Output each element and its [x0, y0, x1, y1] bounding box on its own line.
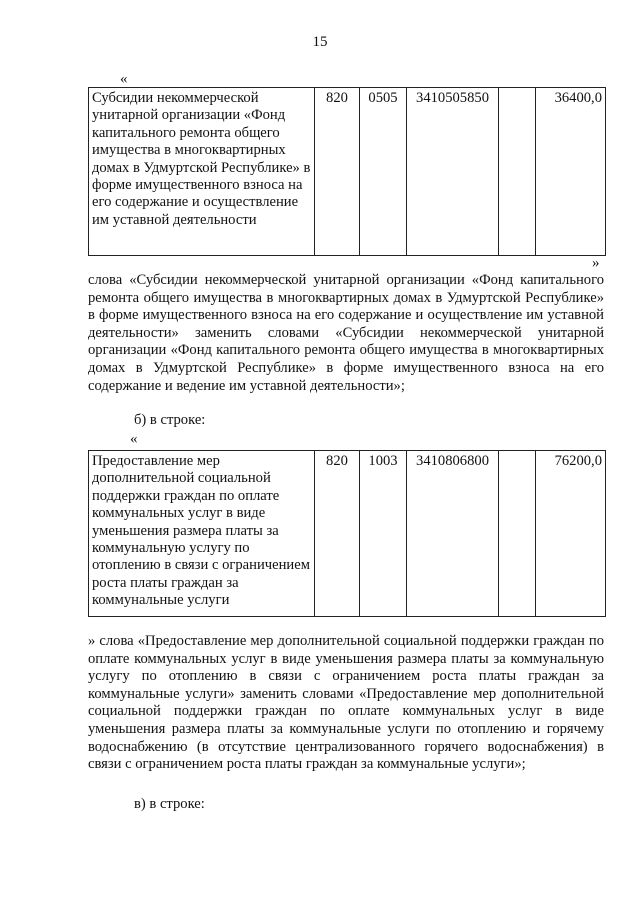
row2-rzpr-cell: 1003 — [360, 451, 407, 617]
row1-ved-cell: 820 — [315, 88, 360, 256]
close-quote-1: » — [592, 255, 600, 271]
row2-csr-cell: 3410806800 — [407, 451, 499, 617]
budget-table-row-1 — [88, 87, 606, 256]
open-quote-2: « — [130, 431, 138, 447]
row2-sum-cell: 76200,0 — [536, 451, 606, 617]
row2-name-cell: Предоставление мер дополнительной социальной поддержки граждан по оплате коммунальных услуг в виде уменьшения размера платы за коммунальную услугу по отоплению в связи с ограничением роста платы граждан за коммунальные услуги — [89, 451, 315, 617]
row1-csr-cell: 3410505850 — [407, 88, 499, 256]
item-b-label: б) в строке: — [134, 412, 206, 428]
row1-rzpr-cell: 0505 — [360, 88, 407, 256]
paragraph-replacement-1: слова «Субсидии некоммерческой унитарной организации «Фонд капитального ремонта общего имущества в многоквартирных домах в Удмуртской Республике» в форме имущественного взноса на его содержание и осуществление им уставной деятельности» заменить словами «Субсидии некоммерческой унитарной организации «Фонд капитального ремонта общего имущества в многоквартирных домах в Удмуртской Республике» в форме имущественного взноса на его содержание и ведение им уставной деятельности»; — [88, 272, 604, 394]
row1-sum-cell: 36400,0 — [536, 88, 606, 256]
paragraph-replacement-2: » слова «Предоставление мер дополнительной социальной поддержки граждан по оплате коммунальных услуг в виде уменьшения размера платы за коммунальную услугу по отоплению в связи с ограничением роста платы граждан за коммунальные услуги» заменить словами «Предоставление мер дополнительной социальной поддержки граждан по оплате коммунальных услуг в виде уменьшения размера платы за коммунальные услуги по отоплению и горячему водоснабжению (в отсутствие централизованного горячего водоснабжения) в связи с ограничением роста платы граждан за коммунальные услуги»; — [88, 633, 604, 773]
row1-vr-cell — [499, 88, 536, 256]
budget-table-row-2 — [88, 450, 606, 617]
row1-name-cell: Субсидии некоммерческой унитарной организации «Фонд капитального ремонта общего имущества в многоквартирных домах в Удмуртской Республике» в форме имущественного взноса на его содержание и осуществление им уставной деятельности — [89, 88, 315, 256]
row2-vr-cell — [499, 451, 536, 617]
item-v-label: в) в строке: — [134, 796, 205, 812]
row2-ved-cell: 820 — [315, 451, 360, 617]
open-quote-1: « — [120, 71, 128, 87]
page-number: 15 — [312, 34, 328, 50]
